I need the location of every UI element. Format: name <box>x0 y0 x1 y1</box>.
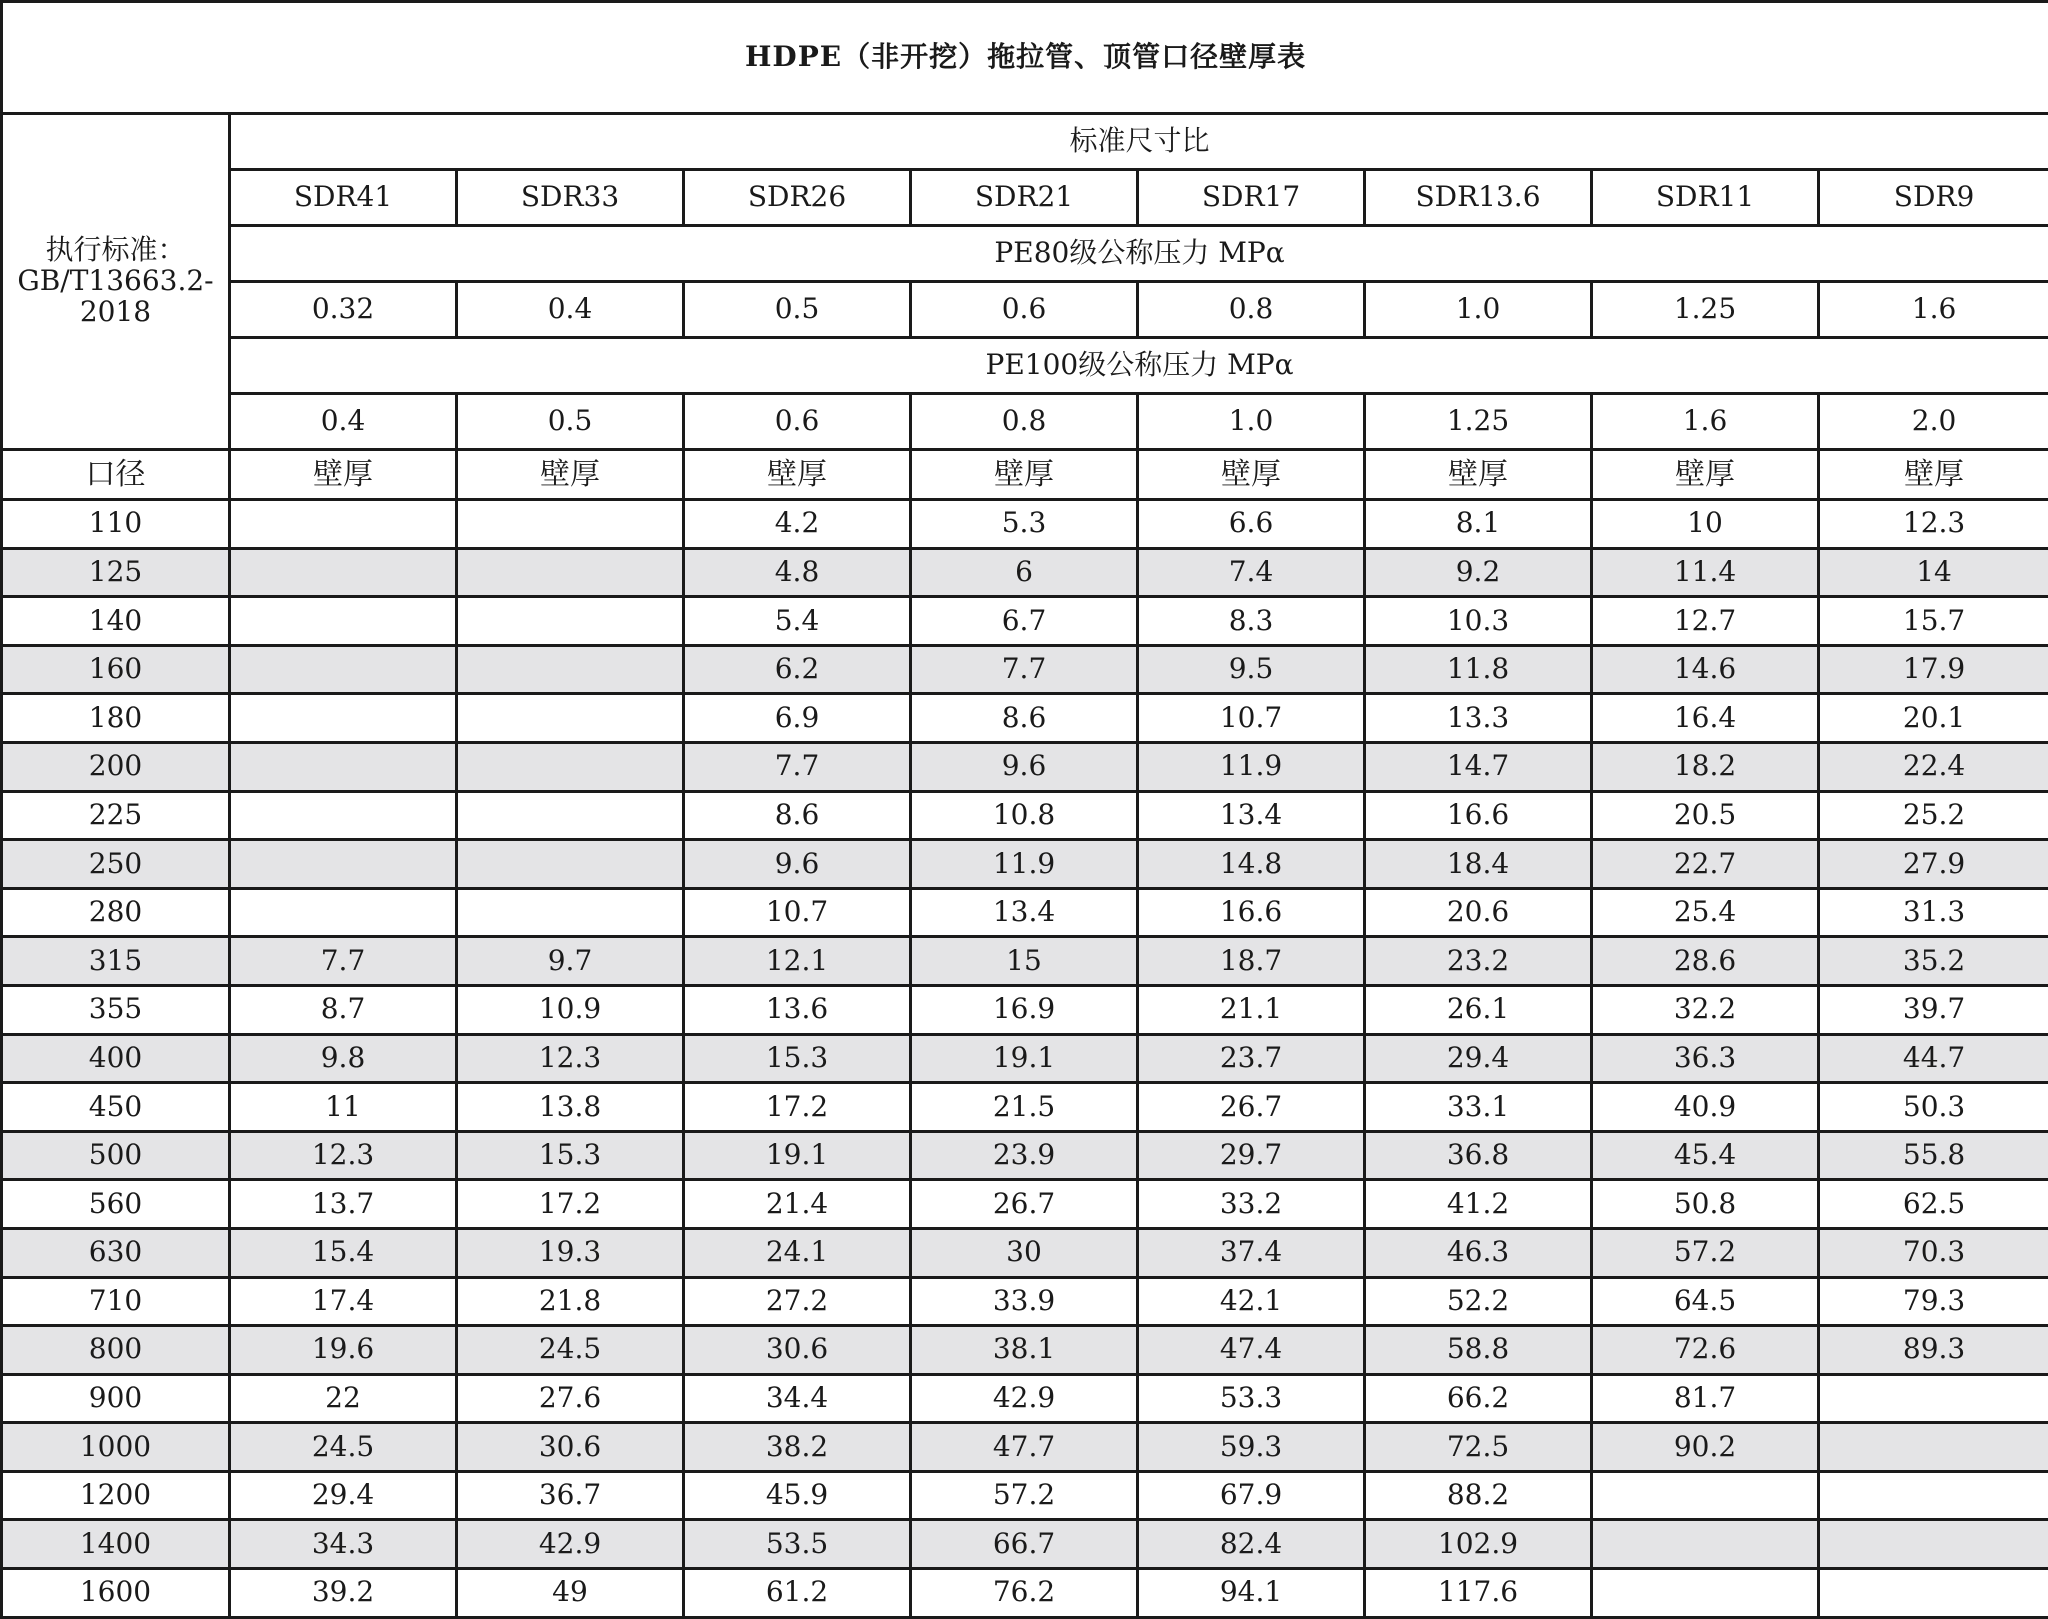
sdr-header-row <box>2 170 2048 226</box>
diameter-cell: 500 <box>2 1131 230 1180</box>
thickness-cell <box>230 888 457 937</box>
thickness-cell: 11.9 <box>1138 742 1365 791</box>
diameter-label: 口径 <box>2 450 230 500</box>
thickness-cell: 19.1 <box>684 1131 911 1180</box>
thickness-cell: 7.4 <box>1138 548 1365 597</box>
thickness-cell: 10.3 <box>1365 597 1592 646</box>
table-row <box>2 1374 2048 1423</box>
thickness-cell <box>457 888 684 937</box>
thickness-cell: 18.4 <box>1365 840 1592 889</box>
thickness-cell: 38.1 <box>911 1326 1138 1375</box>
thickness-cell: 21.8 <box>457 1277 684 1326</box>
pe100-label: PE100级公称压力 MPα <box>230 338 2048 394</box>
thickness-cell: 90.2 <box>1592 1423 1819 1472</box>
pe80-pressure-cell: 1.25 <box>1592 282 1819 338</box>
thickness-cell <box>457 742 684 791</box>
thickness-label: 壁厚 <box>1592 450 1819 500</box>
thickness-cell <box>457 694 684 743</box>
table-row <box>2 888 2048 937</box>
thickness-cell: 45.4 <box>1592 1131 1819 1180</box>
table-row <box>2 1520 2048 1569</box>
thickness-cell: 12.3 <box>230 1131 457 1180</box>
thickness-cell: 49 <box>457 1569 684 1618</box>
standard-note <box>2 114 230 450</box>
thickness-cell <box>230 500 457 549</box>
thickness-cell: 6.9 <box>684 694 911 743</box>
table-row <box>2 1569 2048 1618</box>
sdr-header-cell: SDR11 <box>1592 170 1819 226</box>
thickness-cell: 14 <box>1819 548 2048 597</box>
thickness-cell: 31.3 <box>1819 888 2048 937</box>
thickness-cell: 22.7 <box>1592 840 1819 889</box>
thickness-cell: 67.9 <box>1138 1471 1365 1520</box>
thickness-cell: 62.5 <box>1819 1180 2048 1229</box>
thickness-label: 壁厚 <box>230 450 457 500</box>
diameter-cell: 280 <box>2 888 230 937</box>
thickness-cell: 66.7 <box>911 1520 1138 1569</box>
pe100-pressure-cell: 0.6 <box>684 394 911 450</box>
table-row <box>2 742 2048 791</box>
thickness-cell: 42.1 <box>1138 1277 1365 1326</box>
thickness-cell: 19.1 <box>911 1034 1138 1083</box>
table-row <box>2 1083 2048 1132</box>
thickness-cell: 29.4 <box>1365 1034 1592 1083</box>
pe80-pressure-cell: 1.6 <box>1819 282 2048 338</box>
diameter-cell: 1000 <box>2 1423 230 1472</box>
thickness-cell <box>230 548 457 597</box>
thickness-cell: 7.7 <box>684 742 911 791</box>
thickness-cell: 34.4 <box>684 1374 911 1423</box>
thickness-cell: 52.2 <box>1365 1277 1592 1326</box>
thickness-cell: 34.3 <box>230 1520 457 1569</box>
thickness-cell: 55.8 <box>1819 1131 2048 1180</box>
diameter-cell: 160 <box>2 645 230 694</box>
thickness-cell: 89.3 <box>1819 1326 2048 1375</box>
thickness-cell: 11 <box>230 1083 457 1132</box>
thickness-cell: 12.1 <box>684 937 911 986</box>
thickness-cell <box>230 791 457 840</box>
diameter-cell: 900 <box>2 1374 230 1423</box>
table-row <box>2 985 2048 1034</box>
thickness-cell: 19.6 <box>230 1326 457 1375</box>
thickness-cell: 24.1 <box>684 1228 911 1277</box>
table-title: HDPE（非开挖）拖拉管、顶管口径壁厚表 <box>2 2 2048 114</box>
thickness-cell: 59.3 <box>1138 1423 1365 1472</box>
thickness-cell: 38.2 <box>684 1423 911 1472</box>
thickness-cell <box>1819 1374 2048 1423</box>
diameter-cell: 800 <box>2 1326 230 1375</box>
thickness-cell: 9.5 <box>1138 645 1365 694</box>
thickness-cell: 33.9 <box>911 1277 1138 1326</box>
thickness-cell: 13.3 <box>1365 694 1592 743</box>
table-row <box>2 840 2048 889</box>
thickness-cell: 32.2 <box>1592 985 1819 1034</box>
standard-line-3: 2018 <box>80 295 151 328</box>
thickness-cell: 88.2 <box>1365 1471 1592 1520</box>
pe80-label: PE80级公称压力 MPα <box>230 226 2048 282</box>
thickness-cell: 36.7 <box>457 1471 684 1520</box>
thickness-cell: 11.8 <box>1365 645 1592 694</box>
thickness-cell: 22.4 <box>1819 742 2048 791</box>
thickness-cell: 27.9 <box>1819 840 2048 889</box>
table-row <box>2 645 2048 694</box>
table-row <box>2 1326 2048 1375</box>
thickness-cell <box>1592 1520 1819 1569</box>
sdr-header-cell: SDR9 <box>1819 170 2048 226</box>
thickness-cell <box>457 548 684 597</box>
thickness-cell: 23.2 <box>1365 937 1592 986</box>
diameter-cell: 140 <box>2 597 230 646</box>
table-row <box>2 1228 2048 1277</box>
diameter-cell: 560 <box>2 1180 230 1229</box>
thickness-cell: 5.4 <box>684 597 911 646</box>
thickness-cell: 47.7 <box>911 1423 1138 1472</box>
thickness-cell: 26.7 <box>1138 1083 1365 1132</box>
thickness-cell: 25.2 <box>1819 791 2048 840</box>
thickness-cell: 79.3 <box>1819 1277 2048 1326</box>
table-row <box>2 1471 2048 1520</box>
sdr-header-cell: SDR33 <box>457 170 684 226</box>
thickness-cell: 25.4 <box>1592 888 1819 937</box>
diameter-cell: 1200 <box>2 1471 230 1520</box>
thickness-cell: 10 <box>1592 500 1819 549</box>
thickness-cell: 10.8 <box>911 791 1138 840</box>
thickness-cell: 13.6 <box>684 985 911 1034</box>
thickness-cell: 8.6 <box>684 791 911 840</box>
thickness-cell: 72.5 <box>1365 1423 1592 1472</box>
thickness-cell: 26.7 <box>911 1180 1138 1229</box>
thickness-cell: 44.7 <box>1819 1034 2048 1083</box>
thickness-cell: 27.2 <box>684 1277 911 1326</box>
thickness-cell <box>457 840 684 889</box>
thickness-cell: 21.5 <box>911 1083 1138 1132</box>
table-row <box>2 1423 2048 1472</box>
standard-line-1: 执行标准： <box>45 233 185 266</box>
sdr-header-cell: SDR41 <box>230 170 457 226</box>
pe80-pressure-cell: 0.32 <box>230 282 457 338</box>
thickness-cell: 39.7 <box>1819 985 2048 1034</box>
thickness-cell: 35.2 <box>1819 937 2048 986</box>
sdr-header-cell: SDR26 <box>684 170 911 226</box>
thickness-cell: 16.6 <box>1138 888 1365 937</box>
thickness-cell: 50.8 <box>1592 1180 1819 1229</box>
thickness-cell: 4.2 <box>684 500 911 549</box>
thickness-cell: 30.6 <box>457 1423 684 1472</box>
thickness-cell: 15.4 <box>230 1228 457 1277</box>
thickness-cell <box>1819 1520 2048 1569</box>
thickness-cell: 13.8 <box>457 1083 684 1132</box>
thickness-cell: 45.9 <box>684 1471 911 1520</box>
thickness-cell: 14.7 <box>1365 742 1592 791</box>
thickness-cell: 19.3 <box>457 1228 684 1277</box>
thickness-cell: 70.3 <box>1819 1228 2048 1277</box>
pe80-pressure-cell: 1.0 <box>1365 282 1592 338</box>
thickness-cell <box>230 645 457 694</box>
thickness-cell: 13.7 <box>230 1180 457 1229</box>
table-row <box>2 694 2048 743</box>
thickness-cell: 7.7 <box>911 645 1138 694</box>
thickness-cell: 57.2 <box>1592 1228 1819 1277</box>
table-row <box>2 1131 2048 1180</box>
table-row <box>2 1034 2048 1083</box>
thickness-cell: 21.1 <box>1138 985 1365 1034</box>
thickness-cell: 22 <box>230 1374 457 1423</box>
pe100-pressure-cell: 0.8 <box>911 394 1138 450</box>
table-row <box>2 597 2048 646</box>
thickness-cell: 30 <box>911 1228 1138 1277</box>
diameter-cell: 400 <box>2 1034 230 1083</box>
thickness-cell: 9.8 <box>230 1034 457 1083</box>
diameter-cell: 125 <box>2 548 230 597</box>
pe80-pressure-cell: 0.4 <box>457 282 684 338</box>
thickness-cell: 6.2 <box>684 645 911 694</box>
table-row <box>2 1277 2048 1326</box>
thickness-cell: 9.2 <box>1365 548 1592 597</box>
thickness-cell <box>1592 1569 1819 1618</box>
diameter-cell: 200 <box>2 742 230 791</box>
thickness-cell: 53.5 <box>684 1520 911 1569</box>
thickness-cell: 20.5 <box>1592 791 1819 840</box>
thickness-cell: 4.8 <box>684 548 911 597</box>
pe80-pressure-cell: 0.6 <box>911 282 1138 338</box>
thickness-cell: 8.3 <box>1138 597 1365 646</box>
thickness-cell: 10.7 <box>684 888 911 937</box>
thickness-cell: 82.4 <box>1138 1520 1365 1569</box>
thickness-cell <box>1819 1423 2048 1472</box>
thickness-cell: 20.6 <box>1365 888 1592 937</box>
thickness-cell: 13.4 <box>1138 791 1365 840</box>
thickness-cell: 40.9 <box>1592 1083 1819 1132</box>
pe100-pressure-cell: 1.6 <box>1592 394 1819 450</box>
diameter-cell: 355 <box>2 985 230 1034</box>
pe80-pressure-cell: 0.5 <box>684 282 911 338</box>
thickness-cell: 50.3 <box>1819 1083 2048 1132</box>
thickness-cell: 66.2 <box>1365 1374 1592 1423</box>
thickness-cell: 7.7 <box>230 937 457 986</box>
thickness-cell: 15.3 <box>457 1131 684 1180</box>
thickness-cell: 6.6 <box>1138 500 1365 549</box>
thickness-cell <box>457 500 684 549</box>
pe100-pressure-cell: 0.5 <box>457 394 684 450</box>
pe100-pressure-cell: 1.0 <box>1138 394 1365 450</box>
thickness-label: 壁厚 <box>1819 450 2048 500</box>
thickness-cell: 5.3 <box>911 500 1138 549</box>
diameter-cell: 1600 <box>2 1569 230 1618</box>
diameter-cell: 450 <box>2 1083 230 1132</box>
thickness-cell <box>457 645 684 694</box>
thickness-cell <box>230 597 457 646</box>
diameter-cell: 1400 <box>2 1520 230 1569</box>
thickness-cell: 37.4 <box>1138 1228 1365 1277</box>
thickness-cell: 46.3 <box>1365 1228 1592 1277</box>
thickness-cell: 64.5 <box>1592 1277 1819 1326</box>
thickness-cell: 17.2 <box>684 1083 911 1132</box>
thickness-cell: 12.3 <box>457 1034 684 1083</box>
thickness-cell: 16.4 <box>1592 694 1819 743</box>
thickness-cell: 6 <box>911 548 1138 597</box>
thickness-cell: 17.2 <box>457 1180 684 1229</box>
thickness-cell: 16.9 <box>911 985 1138 1034</box>
thickness-cell <box>457 597 684 646</box>
thickness-cell: 24.5 <box>457 1326 684 1375</box>
table-row <box>2 791 2048 840</box>
thickness-cell: 9.6 <box>684 840 911 889</box>
thickness-label: 壁厚 <box>684 450 911 500</box>
thickness-cell: 18.2 <box>1592 742 1819 791</box>
thickness-cell: 42.9 <box>457 1520 684 1569</box>
pe100-pressure-cell: 0.4 <box>230 394 457 450</box>
thickness-cell: 53.3 <box>1138 1374 1365 1423</box>
diameter-cell: 250 <box>2 840 230 889</box>
table-row <box>2 548 2048 597</box>
thickness-cell: 27.6 <box>457 1374 684 1423</box>
thickness-label: 壁厚 <box>1138 450 1365 500</box>
thickness-cell: 9.7 <box>457 937 684 986</box>
thickness-cell: 61.2 <box>684 1569 911 1618</box>
thickness-cell: 28.6 <box>1592 937 1819 986</box>
thickness-cell: 12.3 <box>1819 500 2048 549</box>
diameter-cell: 315 <box>2 937 230 986</box>
thickness-cell: 14.6 <box>1592 645 1819 694</box>
thickness-cell <box>1819 1471 2048 1520</box>
thickness-cell: 18.7 <box>1138 937 1365 986</box>
thickness-cell: 23.9 <box>911 1131 1138 1180</box>
thickness-cell: 72.6 <box>1592 1326 1819 1375</box>
thickness-cell: 8.1 <box>1365 500 1592 549</box>
table-row <box>2 1180 2048 1229</box>
sdr-group-label: 标准尺寸比 <box>230 114 2048 170</box>
thickness-cell: 8.6 <box>911 694 1138 743</box>
pe100-pressure-row <box>2 394 2048 450</box>
thickness-label: 壁厚 <box>911 450 1138 500</box>
diameter-cell: 180 <box>2 694 230 743</box>
thickness-cell: 29.7 <box>1138 1131 1365 1180</box>
thickness-cell: 8.7 <box>230 985 457 1034</box>
pe100-pressure-cell: 1.25 <box>1365 394 1592 450</box>
thickness-cell: 47.4 <box>1138 1326 1365 1375</box>
thickness-cell: 15.3 <box>684 1034 911 1083</box>
thickness-cell <box>1819 1569 2048 1618</box>
thickness-cell: 21.4 <box>684 1180 911 1229</box>
pe80-pressure-row <box>2 282 2048 338</box>
thickness-cell: 12.7 <box>1592 597 1819 646</box>
diameter-cell: 225 <box>2 791 230 840</box>
thickness-cell: 29.4 <box>230 1471 457 1520</box>
thickness-cell: 11.4 <box>1592 548 1819 597</box>
thickness-cell: 94.1 <box>1138 1569 1365 1618</box>
thickness-cell: 36.3 <box>1592 1034 1819 1083</box>
thickness-cell: 76.2 <box>911 1569 1138 1618</box>
thickness-cell: 14.8 <box>1138 840 1365 889</box>
thickness-cell: 13.4 <box>911 888 1138 937</box>
thickness-cell: 42.9 <box>911 1374 1138 1423</box>
diameter-cell: 110 <box>2 500 230 549</box>
sdr-header-cell: SDR17 <box>1138 170 1365 226</box>
table-row <box>2 937 2048 986</box>
thickness-cell: 57.2 <box>911 1471 1138 1520</box>
thickness-cell: 11.9 <box>911 840 1138 889</box>
thickness-cell: 16.6 <box>1365 791 1592 840</box>
thickness-cell: 17.4 <box>230 1277 457 1326</box>
pe100-pressure-cell: 2.0 <box>1819 394 2048 450</box>
thickness-cell: 41.2 <box>1365 1180 1592 1229</box>
thickness-cell: 33.2 <box>1138 1180 1365 1229</box>
data-rows <box>2 500 2048 1618</box>
thickness-cell: 81.7 <box>1592 1374 1819 1423</box>
thickness-cell <box>457 791 684 840</box>
thickness-cell: 15 <box>911 937 1138 986</box>
thickness-cell: 117.6 <box>1365 1569 1592 1618</box>
thickness-cell: 102.9 <box>1365 1520 1592 1569</box>
thickness-cell: 15.7 <box>1819 597 2048 646</box>
thickness-cell: 9.6 <box>911 742 1138 791</box>
thickness-label: 壁厚 <box>1365 450 1592 500</box>
thickness-cell: 58.8 <box>1365 1326 1592 1375</box>
sdr-header-cell: SDR21 <box>911 170 1138 226</box>
thickness-cell: 30.6 <box>684 1326 911 1375</box>
thickness-cell: 26.1 <box>1365 985 1592 1034</box>
thickness-cell: 33.1 <box>1365 1083 1592 1132</box>
column-label-row <box>2 450 2048 500</box>
thickness-cell <box>1592 1471 1819 1520</box>
table-row <box>2 500 2048 549</box>
thickness-cell: 36.8 <box>1365 1131 1592 1180</box>
thickness-cell: 10.9 <box>457 985 684 1034</box>
thickness-cell: 23.7 <box>1138 1034 1365 1083</box>
thickness-cell: 10.7 <box>1138 694 1365 743</box>
sdr-header-cell: SDR13.6 <box>1365 170 1592 226</box>
thickness-label: 壁厚 <box>457 450 684 500</box>
thickness-cell: 39.2 <box>230 1569 457 1618</box>
diameter-cell: 710 <box>2 1277 230 1326</box>
diameter-cell: 630 <box>2 1228 230 1277</box>
thickness-cell: 20.1 <box>1819 694 2048 743</box>
standard-line-2: GB/T13663.2- <box>17 264 213 297</box>
thickness-cell: 24.5 <box>230 1423 457 1472</box>
thickness-cell <box>230 694 457 743</box>
thickness-cell <box>230 840 457 889</box>
pe80-pressure-cell: 0.8 <box>1138 282 1365 338</box>
thickness-cell: 17.9 <box>1819 645 2048 694</box>
thickness-cell: 6.7 <box>911 597 1138 646</box>
thickness-cell <box>230 742 457 791</box>
